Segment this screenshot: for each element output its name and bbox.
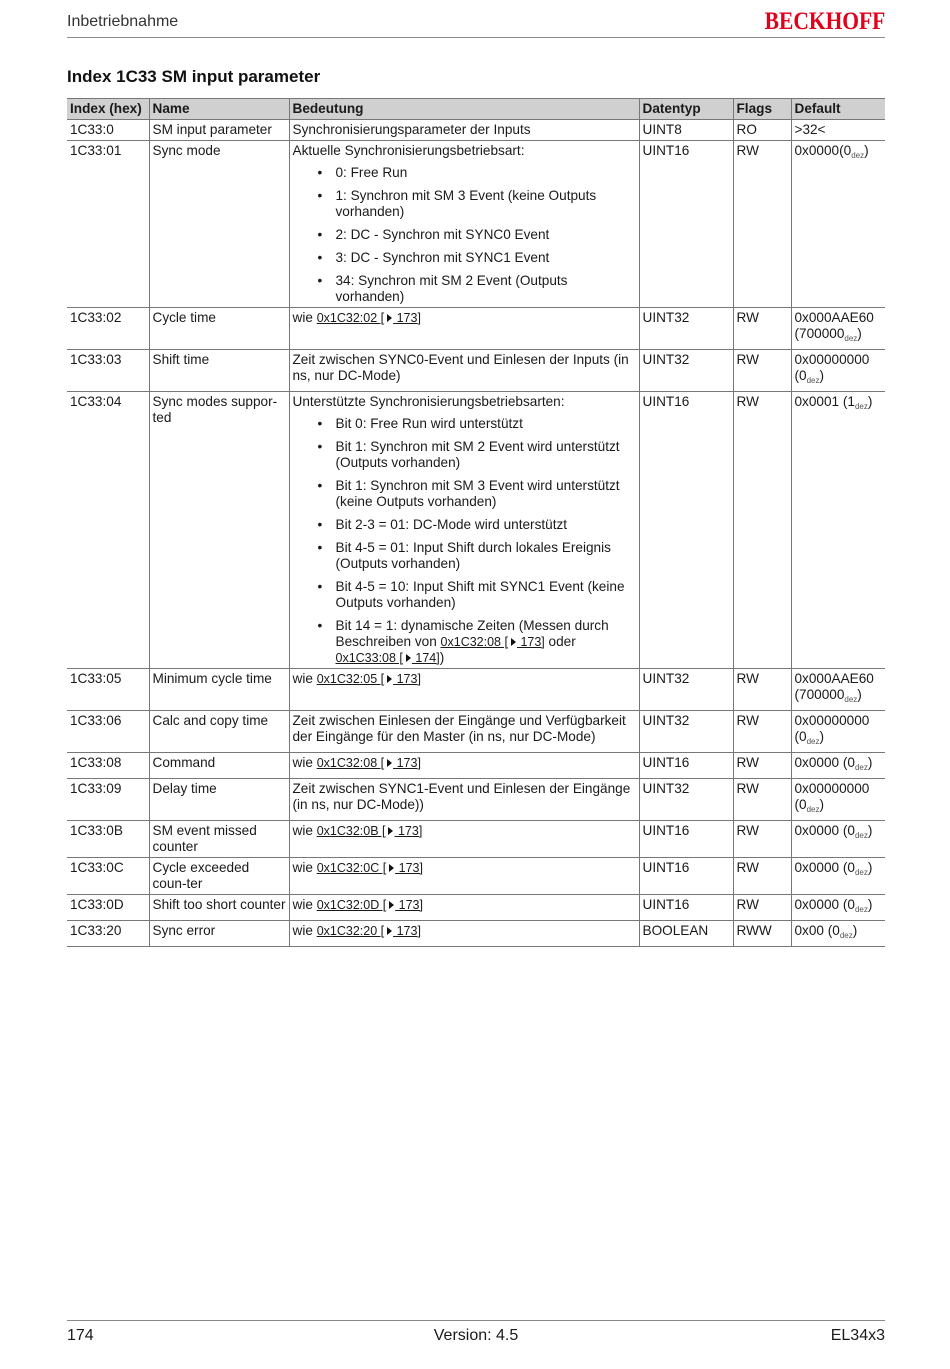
cell-meaning [289, 921, 639, 947]
default-value-tail: ) [857, 687, 862, 702]
cell-index: 1C33:0B [67, 821, 149, 858]
table-header-row [67, 99, 885, 120]
column-header-name: Name [149, 99, 289, 120]
cell-index: 1C33:04 [67, 392, 149, 669]
section-title: Index 1C33 SM input parameter [67, 67, 321, 86]
xref-page: 173] [395, 861, 423, 875]
default-value: 0x0000 (0 [794, 860, 855, 875]
cell-type: UINT32 [639, 669, 733, 711]
list-item: • Bit 4-5 = 01: Input Shift durch lokales Ereignis (Outputs vorhanden) [318, 540, 636, 572]
cell-default [791, 753, 885, 779]
cell-type: UINT16 [639, 821, 733, 858]
default-value-tail: ) [819, 729, 825, 744]
cell-flags: RW [733, 858, 791, 895]
beckhoff-logo: BECKHOFF [764, 8, 885, 35]
list-item: • Bit 1: Synchron mit SM 2 Event wird unterstützt (Outputs vorhanden) [318, 439, 636, 471]
cross-reference-link[interactable] [317, 861, 423, 875]
page-arrow-icon [387, 927, 392, 935]
list-item: • 0: Free Run [318, 165, 636, 181]
meaning-prefix: wie [292, 671, 317, 686]
cell-type: UINT16 [639, 392, 733, 669]
cell-name: Shift time [149, 350, 289, 392]
list-item-text: Bit 14 = 1: dynamische Zeiten (Messen durch Beschreiben von [335, 618, 609, 649]
xref-page: 173] [395, 898, 423, 912]
list-item [318, 618, 636, 666]
cell-index: 1C33:0D [67, 895, 149, 921]
page-footer [67, 1320, 885, 1350]
cell-name: SM input parameter [149, 120, 289, 141]
page-arrow-icon [387, 314, 392, 322]
xref-target: 0x1C32:05 [ [316, 672, 385, 686]
header-title: Inbetriebnahme [67, 13, 179, 30]
meaning-prefix: wie [292, 823, 317, 838]
xref-page: 173] [393, 924, 421, 938]
cell-index: 1C33:08 [67, 753, 149, 779]
table-row [67, 779, 885, 821]
column-header-default: Default [791, 99, 885, 120]
cell-meaning [289, 392, 639, 669]
default-value-tail: ) [864, 143, 869, 158]
cell-name: SM event missed counter [149, 821, 289, 858]
cell-default [791, 821, 885, 858]
xref-page: 173] [393, 756, 421, 770]
cell-name: Sync modes suppor-ted [149, 392, 289, 669]
table-row [67, 308, 885, 350]
default-unit-subscript: dez [806, 737, 820, 746]
page-arrow-icon [387, 675, 392, 683]
cell-type: UINT32 [639, 711, 733, 753]
cell-name: Cycle time [149, 308, 289, 350]
meaning-prefix: wie [292, 923, 317, 938]
cell-meaning [289, 895, 639, 921]
object-table [67, 98, 885, 947]
table-row [67, 350, 885, 392]
default-value-tail: ) [867, 823, 873, 838]
cell-name: Shift too short counter [149, 895, 289, 921]
cell-flags: RW [733, 779, 791, 821]
default-value: 0x00000000 (0 [794, 713, 870, 744]
table-row [67, 858, 885, 895]
list-item: • 1: Synchron mit SM 3 Event (keine Outputs vorhanden) [318, 188, 636, 220]
xref-target: 0x1C32:0C [ [316, 861, 387, 875]
table-row [67, 669, 885, 711]
default-value: 0x0001 (1 [794, 394, 855, 409]
xref-target: 0x1C32:08 [ [316, 756, 385, 770]
cross-reference-link[interactable] [441, 635, 545, 649]
cell-type: UINT8 [639, 120, 733, 141]
cell-name: Sync error [149, 921, 289, 947]
column-header-index: Index (hex) [67, 99, 149, 120]
page-arrow-icon [388, 827, 393, 835]
cell-flags: RW [733, 350, 791, 392]
default-unit-subscript: dez [844, 695, 858, 704]
table-row [67, 141, 885, 308]
cell-type: UINT16 [639, 753, 733, 779]
cell-meaning [289, 711, 639, 753]
list-item: • 3: DC - Synchron mit SYNC1 Event [318, 250, 636, 266]
cell-type: UINT16 [639, 858, 733, 895]
cell-flags: RW [733, 308, 791, 350]
cross-reference-link[interactable] [317, 924, 421, 938]
cell-meaning [289, 141, 639, 308]
cell-meaning [289, 350, 639, 392]
list-item: • Bit 4-5 = 10: Input Shift mit SYNC1 Event (keine Outputs vorhanden) [318, 579, 636, 611]
default-value: >32< [794, 122, 826, 137]
list-item: • Bit 0: Free Run wird unterstützt [318, 416, 636, 432]
table-row [67, 753, 885, 779]
cell-default [791, 120, 885, 141]
cell-flags: RWW [733, 921, 791, 947]
cell-flags: RW [733, 669, 791, 711]
xref-target: 0x1C32:08 [ [440, 635, 508, 649]
cell-meaning [289, 753, 639, 779]
page-number: 174 [67, 1327, 94, 1344]
cell-default [791, 669, 885, 711]
cell-type: BOOLEAN [639, 921, 733, 947]
cell-index: 1C33:09 [67, 779, 149, 821]
cell-meaning [289, 779, 639, 821]
list-item: • Bit 2-3 = 01: DC-Mode wird unterstützt [318, 517, 636, 533]
meaning-text: Unterstützte Synchronisierungsbetriebsarten: [292, 394, 565, 409]
cell-default [791, 858, 885, 895]
default-unit-subscript: dez [851, 151, 865, 160]
default-value-tail: ) [867, 860, 873, 875]
column-header-type: Datentyp [639, 99, 733, 120]
cell-flags: RW [733, 141, 791, 308]
bullet-list [293, 416, 636, 666]
xref-target: 0x1C32:0D [ [316, 898, 387, 912]
xref-target: 0x1C32:20 [ [316, 924, 385, 938]
cell-default [791, 392, 885, 669]
cell-index: 1C33:03 [67, 350, 149, 392]
meaning-text: Zeit zwischen SYNC0-Event und Einlesen der Inputs (in ns, nur DC-Mode) [292, 352, 629, 383]
meaning-prefix: wie [292, 897, 317, 912]
cell-flags: RW [733, 821, 791, 858]
cell-type: UINT32 [639, 350, 733, 392]
cell-default [791, 350, 885, 392]
cell-index: 1C33:02 [67, 308, 149, 350]
default-value: 0x00000000 (0 [794, 781, 870, 812]
default-unit-subscript: dez [844, 334, 858, 343]
cell-name: Command [149, 753, 289, 779]
xref-target: 0x1C33:08 [ [335, 651, 403, 665]
default-value-tail: ) [857, 326, 862, 341]
cell-type: UINT16 [639, 141, 733, 308]
column-header-meaning: Bedeutung [289, 99, 639, 120]
default-value-tail: ) [819, 368, 825, 383]
cell-name: Minimum cycle time [149, 669, 289, 711]
list-item: • Bit 1: Synchron mit SM 3 Event wird unterstützt (keine Outputs vorhanden) [318, 478, 636, 510]
meaning-text: Aktuelle Synchronisierungsbetriebsart: [292, 143, 525, 158]
cell-index: 1C33:05 [67, 669, 149, 711]
cell-default [791, 895, 885, 921]
column-header-flags: Flags [733, 99, 791, 120]
default-value: 0x0000 (0 [794, 897, 855, 912]
default-value: 0x000AAE60 (700000 [794, 671, 874, 702]
default-unit-subscript: dez [854, 402, 868, 411]
cell-default [791, 921, 885, 947]
cell-flags: RW [733, 711, 791, 753]
cross-reference-link[interactable] [317, 756, 421, 770]
list-item-text: oder [544, 634, 576, 649]
cell-name: Delay time [149, 779, 289, 821]
page-arrow-icon [511, 638, 516, 646]
cell-default [791, 711, 885, 753]
xref-page: 173] [393, 311, 421, 325]
default-unit-subscript: dez [854, 763, 868, 772]
default-value-tail: ) [852, 923, 858, 938]
cross-reference-link[interactable] [317, 898, 423, 912]
cell-meaning [289, 821, 639, 858]
default-value-tail: ) [867, 394, 873, 409]
default-value: 0x0000 (0 [794, 823, 855, 838]
cell-index: 1C33:01 [67, 141, 149, 308]
cell-flags: RO [733, 120, 791, 141]
cross-reference-link[interactable] [317, 672, 421, 686]
xref-page: 174] [411, 651, 440, 665]
cell-default [791, 308, 885, 350]
cell-meaning [289, 669, 639, 711]
cell-meaning [289, 120, 639, 141]
cell-index: 1C33:0C [67, 858, 149, 895]
table-row [67, 821, 885, 858]
cell-type: UINT32 [639, 308, 733, 350]
cell-default [791, 141, 885, 308]
table-body [67, 120, 885, 947]
cell-flags: RW [733, 895, 791, 921]
default-unit-subscript: dez [854, 831, 868, 840]
cell-index: 1C33:06 [67, 711, 149, 753]
cell-name: Calc and copy time [149, 711, 289, 753]
product-name: EL34x3 [830, 1327, 885, 1344]
cell-meaning [289, 858, 639, 895]
table-row [67, 392, 885, 669]
default-unit-subscript: dez [839, 931, 853, 940]
default-unit-subscript: dez [854, 868, 868, 877]
page-arrow-icon [389, 864, 394, 872]
default-unit-subscript: dez [854, 905, 868, 914]
page-arrow-icon [387, 759, 392, 767]
cross-reference-link[interactable] [317, 824, 423, 838]
meaning-prefix: wie [292, 860, 317, 875]
default-value: 0x000AAE60 (700000 [794, 310, 874, 341]
meaning-text: Synchronisierungsparameter der Inputs [292, 122, 531, 137]
default-value: 0x00000000 (0 [794, 352, 870, 383]
meaning-prefix: wie [292, 755, 317, 770]
list-item-text: ) [439, 650, 445, 665]
bullet-list [293, 165, 636, 305]
xref-target: 0x1C32:0B [ [316, 824, 386, 838]
meaning-prefix: wie [292, 310, 317, 325]
cell-type: UINT16 [639, 895, 733, 921]
cross-reference-link[interactable] [336, 651, 440, 665]
meaning-text: Zeit zwischen SYNC1-Event und Einlesen der Eingänge (in ns, nur DC-Mode)) [292, 781, 631, 812]
table-row [67, 711, 885, 753]
default-value-tail: ) [867, 755, 873, 770]
list-item: • 34: Synchron mit SM 2 Event (Outputs vorhanden) [318, 273, 636, 305]
table-row [67, 120, 885, 141]
default-value: 0x00 (0 [794, 923, 840, 938]
default-value: 0x0000 (0 [794, 755, 855, 770]
cell-meaning [289, 308, 639, 350]
default-value-tail: ) [867, 897, 873, 912]
xref-target: 0x1C32:02 [ [316, 311, 385, 325]
page-arrow-icon [389, 901, 394, 909]
default-unit-subscript: dez [806, 805, 820, 814]
xref-page: 173] [516, 635, 545, 649]
document-version: Version: 4.5 [433, 1327, 519, 1344]
cell-index: 1C33:0 [67, 120, 149, 141]
xref-page: 173] [394, 824, 423, 838]
table-row [67, 895, 885, 921]
list-item: • 2: DC - Synchron mit SYNC0 Event [318, 227, 636, 243]
default-unit-subscript: dez [806, 376, 820, 385]
cell-flags: RW [733, 753, 791, 779]
xref-page: 173] [393, 672, 421, 686]
cell-default [791, 779, 885, 821]
page-header [67, 10, 885, 38]
cross-reference-link[interactable] [317, 311, 421, 325]
default-value-tail: ) [819, 797, 825, 812]
cell-flags: RW [733, 392, 791, 669]
cell-name: Cycle exceeded coun-ter [149, 858, 289, 895]
cell-index: 1C33:20 [67, 921, 149, 947]
cell-type: UINT32 [639, 779, 733, 821]
page-arrow-icon [406, 654, 411, 662]
meaning-text: Zeit zwischen Einlesen der Eingänge und Verfügbarkeit der Eingänge für den Master (in ns, nur DC-Mode) [292, 713, 626, 744]
table-row [67, 921, 885, 947]
cell-name: Sync mode [149, 141, 289, 308]
default-value: 0x0000(0 [794, 143, 852, 158]
